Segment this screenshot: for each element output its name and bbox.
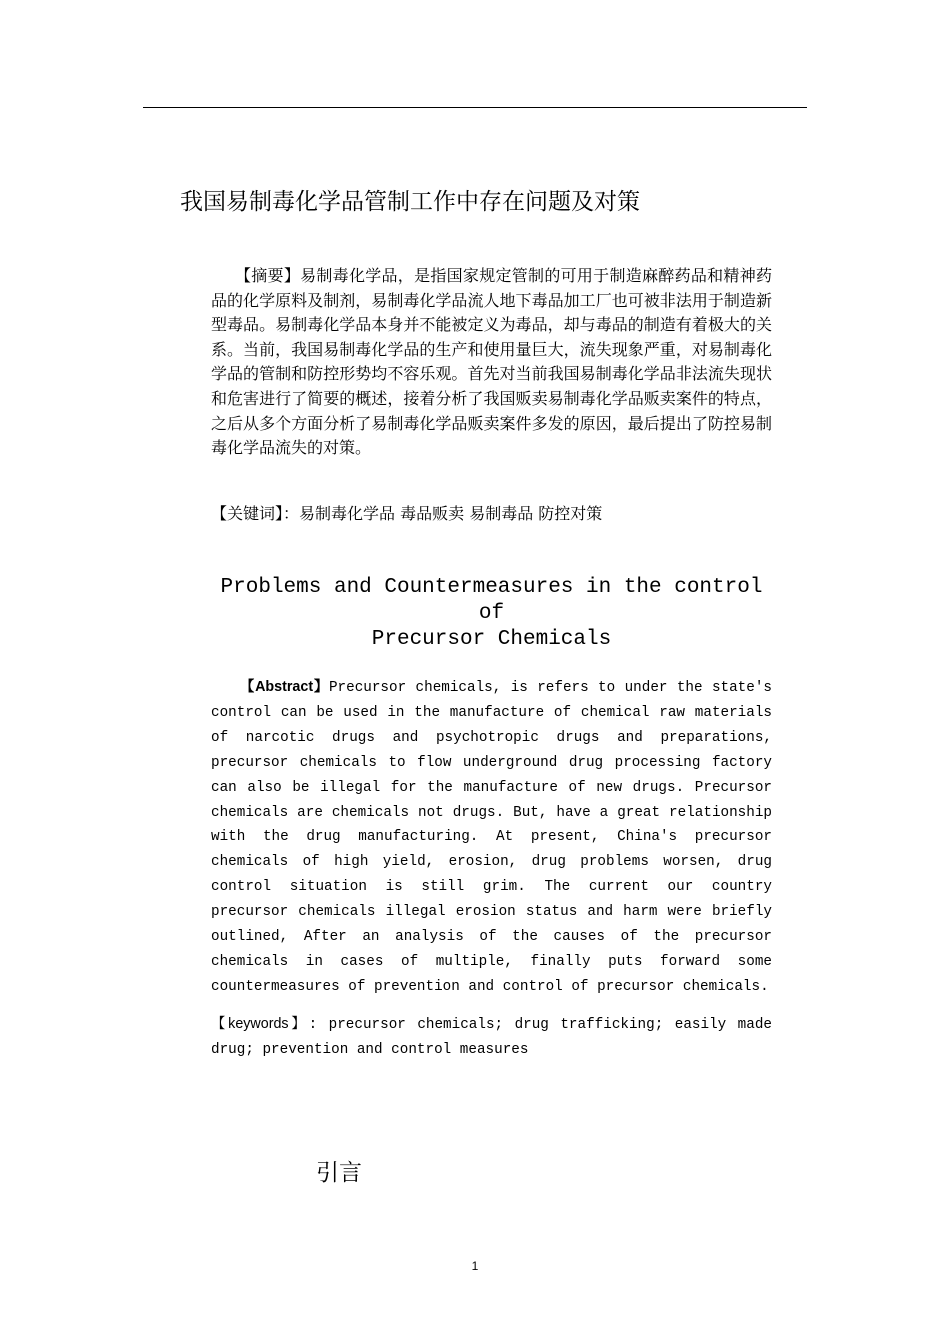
chinese-keywords-label: 【关键词】： (211, 504, 300, 523)
english-abstract-text: Precursor chemicals, is refers to under the state's control can be used in the manufacture of chemical raw materials of narcotic drugs and psychotropic drugs and preparations, precursor chemicals to flow underground drug processing factory can also be illegal for the manufacture of new drugs. Precursor chemicals are chemicals not drugs. But, have a great relationship with the drug manufacturing. At present, China's precursor chemicals of high yield, erosion, drug problems worsen, drug control situation is still grim. The current our country precursor chemicals illegal erosion status and harm were briefly outlined, After an analysis of the causes of the precursor chemicals in cases of multiple, finally puts forward some countermeasures of prevention and control of precursor chemicals. (211, 680, 772, 995)
english-title (211, 575, 772, 653)
english-keywords-text: : precursor chemicals; drug trafficking; easily made drug; prevention and control measures (211, 1017, 772, 1058)
chinese-abstract-paragraph (211, 264, 772, 461)
english-abstract-label: 【Abstract】 (240, 679, 329, 695)
chinese-keywords (211, 501, 772, 526)
english-abstract-paragraph (211, 675, 772, 1000)
chinese-abstract (211, 264, 772, 461)
page-number: 1 (471, 1259, 479, 1273)
chinese-title: 我国易制毒化学品管制工作中存在问题及对策 (180, 189, 640, 215)
chinese-abstract-label: 【摘要】 (235, 266, 301, 285)
header-rule (143, 107, 807, 108)
english-title-line-1: Problems and Countermeasures in the control of (220, 576, 763, 625)
chinese-keywords-text: 易制毒化学品 毒品贩卖 易制毒品 防控对策 (299, 504, 603, 523)
english-abstract (211, 675, 772, 1000)
english-title-line-2: Precursor Chemicals (371, 628, 612, 651)
english-keywords (211, 1012, 772, 1063)
introduction-heading: 引言 (316, 1160, 362, 1186)
english-keywords-label: 【keywords】 (211, 1016, 309, 1032)
chinese-abstract-text: 易制毒化学品，是指国家规定管制的可用于制造麻醉药品和精神药品的化学原料及制剂，易制毒化学品流人地下毒品加工厂也可被非法用于制造新型毒品。易制毒化学品本身并不能被定义为毒品，却与毒品的制造有着极大的关系。当前，我国易制毒化学品的生产和使用量巨大，流失现象严重，对易制毒化学品的管制和防控形势均不容乐观。首先对当前我国易制毒化学品非法流失现状和危害进行了简要的概述，接着分析了我国贩卖易制毒化学品贩卖案件的特点，之后从多个方面分析了易制毒化学品贩卖案件多发的原因，最后提出了防控易制毒化学品流失的对策。 (211, 266, 772, 458)
